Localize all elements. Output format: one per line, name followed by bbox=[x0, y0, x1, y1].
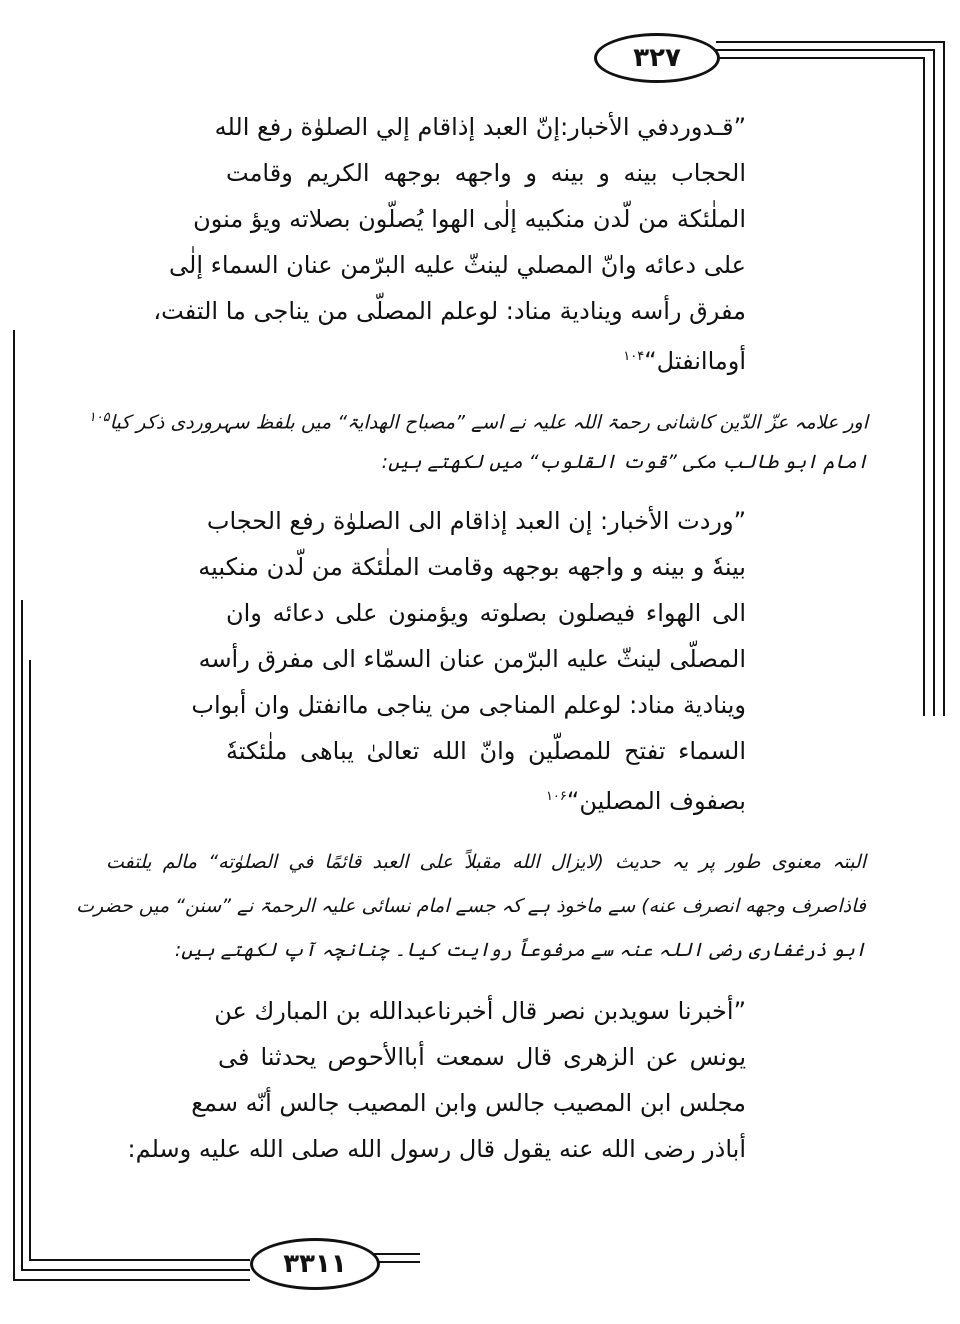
quote-1-line: على دعائه وانّ المصلي لينثّ عليه البرّمن عنان السماء إلٰى bbox=[169, 251, 746, 279]
urdu-para1-line1: اور علامہ عزّ الدّین کاشانی رحمۃ اللہ علیہ نے اسے ”مصباح الھدایۃ“ میں بلفظ سہروردی ذکر کیا bbox=[109, 411, 868, 434]
footnote-marker: ۱۰۶ bbox=[545, 789, 567, 804]
quote-1-line-last bbox=[226, 334, 746, 384]
urdu-paragraph-2-line: فاذاصرف وجهه انصرف عنه) سے ماخوذ ہے کہ جسے امام نسائی علیہ الرحمۃ نے ”سنن“ میں حضرت bbox=[76, 895, 866, 917]
quote-2 bbox=[191, 498, 746, 824]
quote-3-line: يونس عن الزهرى قال سمعت أباالأحوص يحدثنا فى bbox=[218, 1043, 746, 1071]
quote-1 bbox=[153, 104, 746, 384]
quote-2-line-last bbox=[226, 774, 746, 824]
footnote-marker: ۱۰۴ bbox=[623, 349, 645, 364]
quote-2-line: بينهٗ و بينه و واجهه بوجهه وقامت الملٰئكة من لّدن منكبيه bbox=[198, 553, 746, 581]
page-number-bottom-text: ٣٣١١ bbox=[283, 1249, 347, 1279]
quote-1-line: الملٰئكة من لّدن منكبيه إلٰى الهوا يُصلّون بصلاته ويؤ منون bbox=[193, 205, 746, 233]
quote-1-last-text: أوماانفتل“ bbox=[644, 347, 746, 375]
quote-2-line: وينادية مناد: لوعلم المناجى من يناجى ماانفتل وان أبواب bbox=[191, 691, 746, 719]
quote-2-line: ”وردت الأخبار: إن العبد إذاقام الى الصلوٰة رفع الحجاب bbox=[206, 507, 746, 535]
footnote-marker: ۱۰۵ bbox=[88, 410, 110, 425]
quote-3-line: مجلس ابن المصيب جالس وابن المصيب جالس أنّه سمع bbox=[191, 1089, 746, 1117]
urdu-paragraph-2-line: ابو ذرغفاری رضی اللہ عنہ سے مرفوعاً روایت کیا۔ چنانچہ آپ لکھتے ہیں: bbox=[174, 939, 866, 961]
page-number-bottom bbox=[250, 1238, 380, 1290]
quote-3-line: أباذر رضى الله عنه يقول قال رسول الله صلى الله عليه وسلم: bbox=[127, 1135, 746, 1163]
quote-1-line: ”قـدوردفي الأخبار:إنّ العبد إذاقام إلي الصلوٰة رفع الله bbox=[214, 113, 746, 141]
quote-2-line: السماء تفتح للمصلّين وانّ الله تعالىٰ يباهى ملٰئكتهٗ bbox=[226, 737, 746, 765]
urdu-paragraph-1 bbox=[89, 398, 868, 482]
quote-2-line: المصلّى لينثّ عليه البرّمن عنان السمّاء الى مفرق رأسه bbox=[198, 645, 746, 673]
urdu-paragraph-1-line bbox=[89, 398, 868, 442]
quote-1-line: الحجاب بينه و بينه و واجهه بوجهه الكريم وقامت bbox=[226, 159, 746, 187]
page-number-top bbox=[594, 33, 720, 83]
page-number-top-text: ٣٢٧ bbox=[633, 43, 681, 73]
quote-2-line: الى الهواء فيصلون بصلوته ويؤمنون على دعائه وان bbox=[226, 599, 746, 627]
urdu-paragraph-2 bbox=[76, 840, 866, 972]
quote-1-line: مفرق رأسه وينادية مناد: لوعلم المصلّى من يناجى ما التفت، bbox=[153, 297, 746, 325]
quote-3-line: ”أخبرنا سويدبن نصر قال أخبرناعبدالله بن المبارك عن bbox=[214, 997, 746, 1025]
quote-2-last-text: بصفوف المصلين“ bbox=[566, 787, 746, 815]
urdu-paragraph-2-line: البتہ معنوی طور پر یہ حدیث (لايزال الله مقبلاً على العبد قائمًا في الصلوٰته“ مالم يلتفت bbox=[106, 851, 866, 873]
quote-3 bbox=[127, 988, 746, 1172]
urdu-paragraph-1-line: امام ابو طالب مکی ”قوت القلوب“ میں لکھتے ہیں: bbox=[381, 451, 868, 474]
